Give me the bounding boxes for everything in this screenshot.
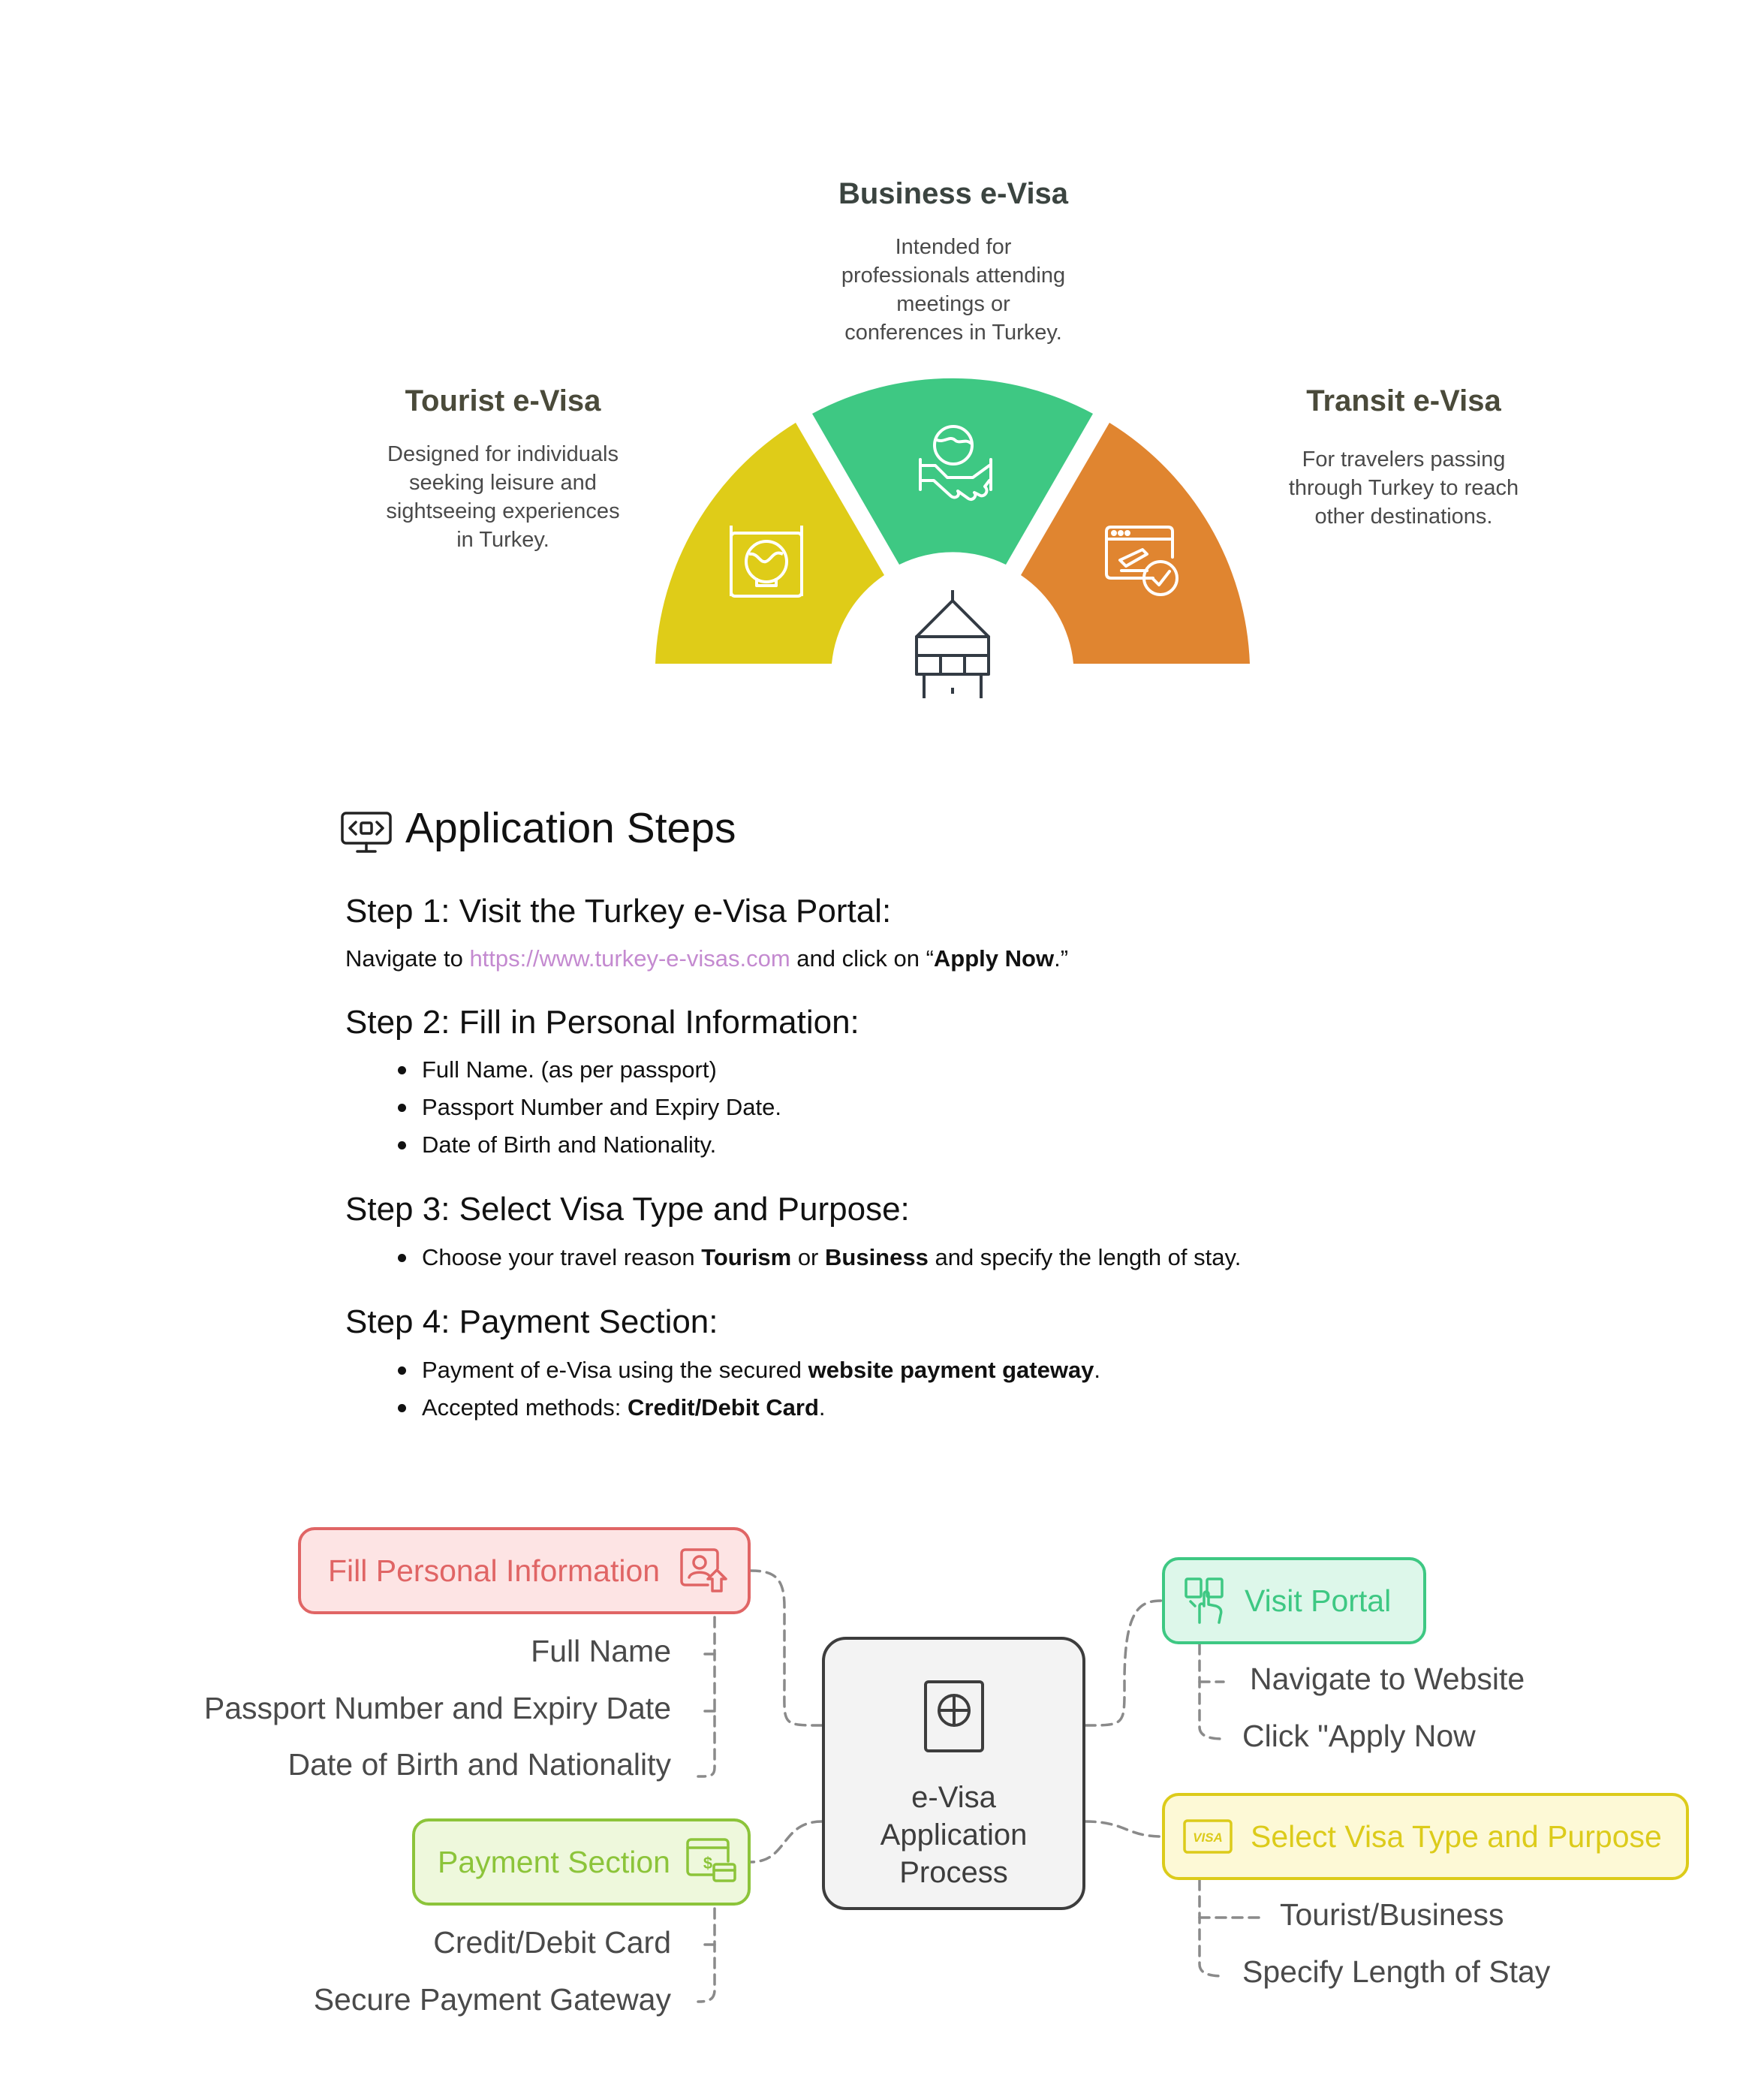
- step4-text: .: [818, 1394, 826, 1421]
- transit-title: Transit e-Visa: [1306, 384, 1501, 417]
- step1-post: .”: [1054, 945, 1069, 972]
- step1-text: [345, 945, 1068, 972]
- transit-description: [1254, 445, 1554, 531]
- tourist-desc-line: sightseeing experiences: [386, 499, 620, 523]
- business-desc-line: conferences in Turkey.: [844, 321, 1062, 345]
- step2-list: [398, 1051, 781, 1164]
- leaf-click-apply-now: Click "Apply Now: [1242, 1719, 1476, 1753]
- fill-personal-info-label: Fill Personal Information: [328, 1553, 661, 1588]
- list-item: [398, 1351, 1100, 1389]
- visit-portal-label: Visit Portal: [1245, 1583, 1392, 1618]
- visa-card-icon: [1183, 1819, 1233, 1854]
- visa-card-text: VISA: [1193, 1830, 1223, 1845]
- leaf-birth-nationality: Date of Birth and Nationality: [287, 1747, 671, 1782]
- list-item: [398, 1389, 1100, 1427]
- tourist-description: [353, 440, 653, 554]
- svg-text:$: $: [703, 1854, 713, 1873]
- payment-card-icon: [685, 1836, 738, 1888]
- evisa-types-fan: [0, 0, 1764, 751]
- tourist-desc-line: in Turkey.: [456, 528, 549, 552]
- pavilion-icon: [917, 590, 989, 698]
- payment-gateway-text: website payment gateway: [808, 1357, 1094, 1383]
- step4-list: [398, 1351, 1100, 1427]
- step4-text: .: [1094, 1357, 1101, 1383]
- visit-portal-node: [1162, 1557, 1426, 1644]
- transit-desc-line: through Turkey to reach: [1288, 476, 1519, 500]
- application-steps-title: Application Steps: [405, 804, 736, 852]
- fill-personal-info-node: [298, 1527, 751, 1614]
- step3-text: or: [791, 1244, 825, 1270]
- leaf-secure-gateway: Secure Payment Gateway: [313, 1982, 671, 2017]
- evisa-process-center-node: [822, 1637, 1085, 1910]
- business-text: Business: [825, 1244, 929, 1270]
- leaf-credit-debit: Credit/Debit Card: [433, 1925, 671, 1960]
- transit-desc-line: other destinations.: [1314, 505, 1493, 529]
- step1-pre: Navigate to: [345, 945, 470, 972]
- leaf-full-name: Full Name: [531, 1634, 671, 1668]
- business-desc-line: meetings or: [896, 292, 1010, 316]
- center-label-line: Application: [880, 1818, 1028, 1851]
- visa-type-label: Select Visa Type and Purpose: [1251, 1818, 1662, 1854]
- tourist-title: Tourist e-Visa: [405, 384, 601, 417]
- step3-text: and specify the length of stay.: [928, 1244, 1242, 1270]
- step4-heading: Step 4: Payment Section:: [345, 1303, 718, 1340]
- transit-desc-line: For travelers passing: [1302, 447, 1506, 472]
- center-label: [825, 1779, 1082, 1891]
- list-item: Date of Birth and Nationality.: [398, 1126, 781, 1164]
- center-label-line: e-Visa: [911, 1781, 996, 1814]
- apply-now-text: Apply Now: [933, 945, 1055, 972]
- step1-mid: and click on “: [790, 945, 934, 972]
- portal-link[interactable]: https://www.turkey-e-visas.com: [469, 945, 790, 972]
- step3-heading: Step 3: Select Visa Type and Purpose:: [345, 1191, 910, 1228]
- list-item: Full Name. (as per passport): [398, 1051, 781, 1089]
- user-upload-icon: [678, 1544, 730, 1597]
- payment-section-label: Payment Section: [438, 1844, 670, 1879]
- leaf-length-of-stay: Specify Length of Stay: [1242, 1954, 1551, 1989]
- passport-icon: [923, 1679, 986, 1754]
- step1-heading: Step 1: Visit the Turkey e-Visa Portal:: [345, 893, 892, 930]
- leaf-passport: Passport Number and Expiry Date: [203, 1691, 671, 1725]
- step3-text: Choose your travel reason: [422, 1244, 702, 1270]
- center-label-line: Process: [899, 1856, 1008, 1889]
- leaf-navigate-website: Navigate to Website: [1250, 1662, 1525, 1696]
- tourist-desc-line: seeking leisure and: [409, 471, 597, 495]
- step2-heading: Step 2: Fill in Personal Information:: [345, 1004, 859, 1041]
- payment-section-node: [412, 1818, 751, 1906]
- step4-text: Accepted methods:: [422, 1394, 628, 1421]
- list-item: [398, 1239, 1241, 1276]
- business-desc-line: Intended for: [895, 235, 1012, 259]
- tourist-desc-line: Designed for individuals: [387, 442, 619, 466]
- visa-type-node: [1162, 1793, 1689, 1880]
- business-desc-line: professionals attending: [841, 264, 1066, 288]
- business-title: Business e-Visa: [838, 177, 1069, 210]
- touch-portal-icon: [1183, 1576, 1230, 1626]
- monitor-code-icon: [339, 810, 393, 855]
- leaf-tourist-business: Tourist/Business: [1280, 1897, 1504, 1932]
- business-description: [803, 233, 1103, 347]
- tourism-text: Tourism: [701, 1244, 792, 1270]
- list-item: Passport Number and Expiry Date.: [398, 1089, 781, 1126]
- card-method-text: Credit/Debit Card: [628, 1394, 819, 1421]
- step3-list: [398, 1239, 1241, 1276]
- step4-text: Payment of e-Visa using the secured: [422, 1357, 808, 1383]
